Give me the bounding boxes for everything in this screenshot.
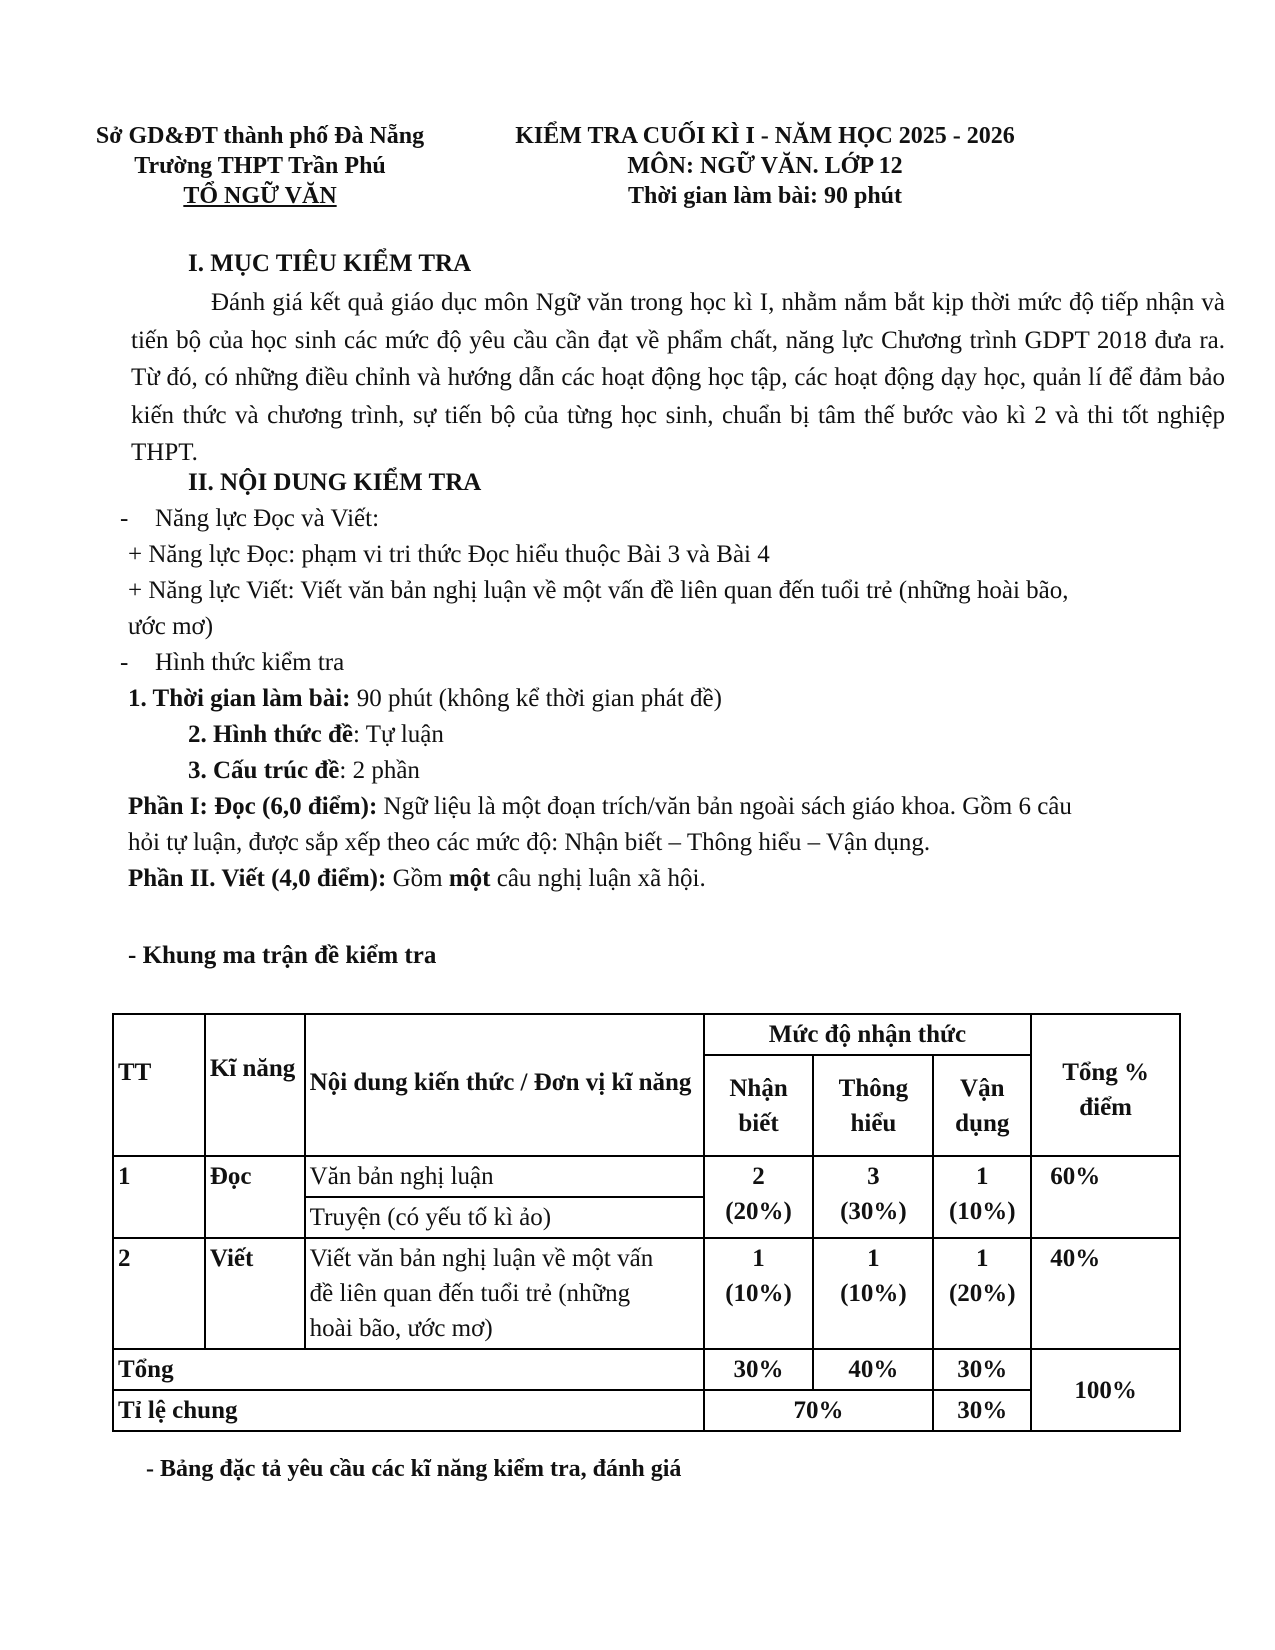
row1-content-a: Văn bản nghị luận [305,1156,704,1197]
header-th: Thông hiểu [813,1055,933,1156]
row2-skill: Viết [205,1238,305,1349]
header-tt: TT [113,1014,205,1156]
form-item: Hình thức kiểm tra [155,649,345,676]
sum-vd: 30% [933,1349,1031,1390]
time-line: 1. Thời gian làm bài: 90 phút (không kể thời gian phát đề) [128,685,722,712]
ratio-label: Tỉ lệ chung [113,1390,704,1431]
ratio-vd: 30% [933,1390,1031,1431]
row2-tt: 2 [113,1238,205,1349]
header-vd: Vận dụng [933,1055,1031,1156]
row2-nb: 1 (10%) [704,1238,814,1349]
row1-tt: 1 [113,1156,205,1238]
ability-item: Năng lực Đọc và Viết: [155,505,380,532]
row2-total: 40% [1031,1238,1180,1349]
matrix-table [112,1013,1181,1432]
form-line: 2. Hình thức đề: Tự luận [188,721,444,748]
header-nb: Nhận biết [704,1055,814,1156]
sum-nb: 30% [704,1349,814,1390]
matrix-title: - Khung ma trận đề kiểm tra [128,942,437,969]
row1-th: 3 (30%) [813,1156,933,1238]
header-skill: Kĩ năng [205,1014,305,1156]
school-name: Trường THPT Trần Phú [134,153,386,179]
subject-line: MÔN: NGỮ VĂN. LỚP 12 [627,153,903,179]
part2-line: Phần II. Viết (4,0 điểm): Gồm một câu nghị luận xã hội. [128,865,706,892]
list-dash: - [120,505,129,532]
row2-th: 1 (10%) [813,1238,933,1349]
header-total: Tổng % điểm [1031,1055,1180,1156]
row1-content-b: Truyện (có yếu tố kì ảo) [305,1197,704,1238]
ratio-nbth: 70% [704,1390,934,1431]
sum-th: 40% [813,1349,933,1390]
list-dash: - [120,649,129,676]
duration-line: Thời gian làm bài: 90 phút [627,183,903,209]
section1-body: Đánh giá kết quả giáo dục môn Ngữ văn trong học kì I, nhằm nắm bắt kịp thời mức độ tiếp nhận và tiến bộ của học sinh các mức độ yêu cầu cần đạt về phẩm chất, năng lực Chương trình GDPT 2018 đưa ra. Từ đó, có những điều chỉnh và hướng dẫn các hoạt động học tập, các hoạt động dạy học, quản lí để đảm bảo kiến thức và chương trình, sự tiến bộ của từng học sinh, chuẩn bị tâm thế bước vào kì 2 và thi tốt nghiệp THPT. [131,289,1225,466]
row2-content: Viết văn bản nghị luận về một vấn đề liên quan đến tuổi trẻ (những hoài bão, ước mơ) [305,1238,704,1349]
row1-vd: 1 (10%) [933,1156,1031,1238]
structure-line: 3. Cấu trúc đề: 2 phần [188,757,420,784]
reading-ability: + Năng lực Đọc: phạm vi tri thức Đọc hiểu thuộc Bài 3 và Bài 4 [128,541,770,568]
group-name: TỔ NGỮ VĂN [183,183,337,209]
row1-total: 60% [1031,1156,1180,1238]
header-total-top [1031,1014,1180,1055]
row1-nb: 2 (20%) [704,1156,814,1238]
writing-ability: + Năng lực Viết: Viết văn bản nghị luận về một vấn đề liên quan đến tuổi trẻ (những hoài bão, [128,577,1069,604]
dept-name: Sở GD&ĐT thành phố Đà Nẵng [95,123,425,149]
part1-line-cont: hỏi tự luận, được sắp xếp theo các mức độ: Nhận biết – Thông hiểu – Vận dụng. [128,829,931,856]
exam-title: KIỂM TRA CUỐI KÌ I - NĂM HỌC 2025 - 2026 [515,123,1015,149]
section1-heading: I. MỤC TIÊU KIỂM TRA [188,250,472,277]
part1-line: Phần I: Đọc (6,0 điểm): Ngữ liệu là một đoạn trích/văn bản ngoài sách giáo khoa. Gồm 6 câu [128,793,1072,820]
row2-vd: 1 (20%) [933,1238,1031,1349]
sum-total: 100% [1031,1349,1180,1431]
header-level: Mức độ nhận thức [704,1014,1032,1055]
spec-table-title: - Bảng đặc tả yêu cầu các kĩ năng kiểm tra, đánh giá [146,1456,682,1482]
sum-label: Tổng [113,1349,704,1390]
row1-skill: Đọc [205,1156,305,1238]
header-content: Nội dung kiến thức / Đơn vị kĩ năng [305,1014,704,1156]
section2-heading: II. NỘI DUNG KIỂM TRA [188,469,482,496]
writing-ability-cont: ước mơ) [128,613,214,640]
